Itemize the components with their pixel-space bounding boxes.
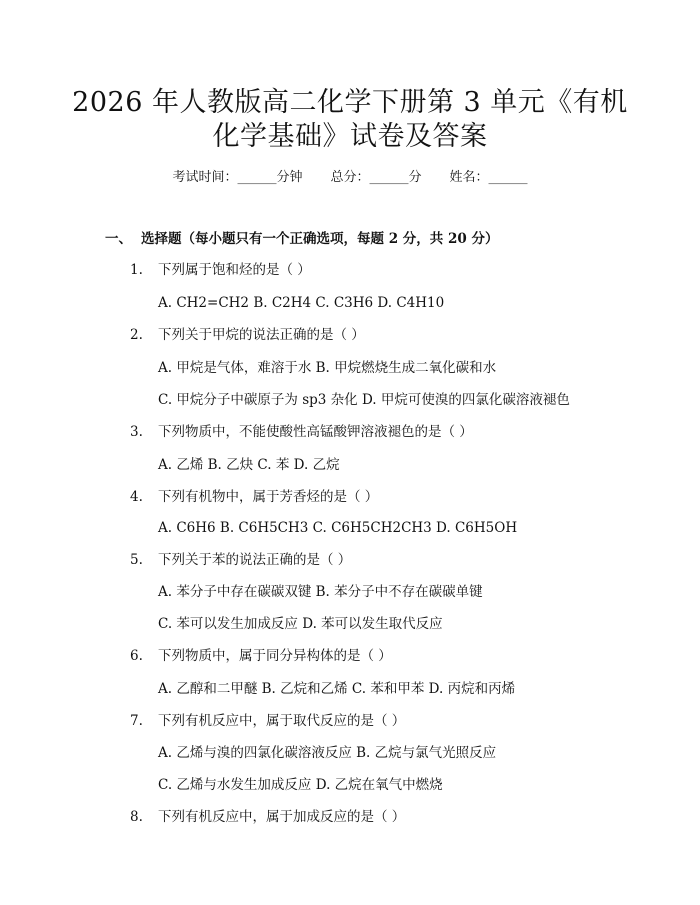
question-2-options-row-1: A. 甲烷是气体，难溶于水 B. 甲烷燃烧生成二氧化碳和水: [158, 360, 497, 376]
question-3-options: A. 乙烯 B. 乙炔 C. 苯 D. 乙烷: [158, 457, 340, 473]
student-name-field: 姓名：______: [449, 170, 528, 185]
question-6-options: A. 乙醇和二甲醚 B. 乙烷和乙烯 C. 苯和甲苯 D. 丙烷和丙烯: [158, 681, 516, 697]
question-number: 1.: [130, 262, 143, 278]
question-text: 下列关于苯的说法正确的是（ ）: [158, 552, 352, 568]
question-4-options: A. C6H6 B. C6H5CH3 C. C6H5CH2CH3 D. C6H5OH: [158, 520, 518, 536]
section-heading: [105, 230, 498, 248]
question-text: 下列物质中，不能使酸性高锰酸钾溶液褪色的是（ ）: [158, 424, 473, 440]
section-number: 一、: [105, 231, 132, 247]
question-text: 下列属于饱和烃的是（ ）: [158, 262, 311, 278]
question-5-options-row-1: A. 苯分子中存在碳碳双键 B. 苯分子中不存在碳碳单键: [158, 584, 483, 600]
question-5: [130, 551, 351, 569]
question-number: 3.: [130, 424, 143, 440]
total-score-field: 总分：______分: [330, 170, 422, 185]
section-title: 选择题（每小题只有一个正确选项，每题 2 分，共 20 分）: [141, 231, 499, 247]
question-text: 下列有机反应中，属于加成反应的是（ ）: [158, 809, 406, 825]
question-text: 下列关于甲烷的说法正确的是（ ）: [158, 327, 365, 343]
question-1-options: A. CH2=CH2 B. C2H4 C. C3H6 D. C4H10: [158, 295, 445, 311]
question-1: [130, 261, 311, 279]
question-text: 下列物质中，属于同分异构体的是（ ）: [158, 648, 392, 664]
exam-meta: [0, 169, 700, 187]
question-number: 7.: [130, 713, 143, 729]
question-number: 6.: [130, 648, 143, 664]
question-4: [130, 488, 378, 506]
question-number: 4.: [130, 489, 143, 505]
question-2: [130, 326, 365, 344]
question-text: 下列有机反应中，属于取代反应的是（ ）: [158, 713, 406, 729]
exam-title-line-1: 2026 年人教版高二化学下册第 3 单元《有机: [72, 87, 628, 118]
question-7-options-row-2: C. 乙烯与水发生加成反应 D. 乙烷在氧气中燃烧: [158, 777, 443, 793]
question-2-options-row-2: C. 甲烷分子中碳原子为 sp3 杂化 D. 甲烷可使溴的四氯化碳溶液褪色: [158, 392, 570, 408]
question-number: 8.: [130, 809, 143, 825]
question-5-options-row-2: C. 苯可以发生加成反应 D. 苯可以发生取代反应: [158, 616, 443, 632]
question-number: 5.: [130, 552, 143, 568]
question-8: [130, 808, 405, 826]
question-3: [130, 423, 473, 441]
question-6: [130, 647, 392, 665]
exam-title-line-2: 化学基础》试卷及答案: [212, 121, 488, 152]
exam-time-field: 考试时间：______分钟: [172, 170, 303, 185]
question-number: 2.: [130, 327, 143, 343]
question-text: 下列有机物中，属于芳香烃的是（ ）: [158, 489, 379, 505]
question-7: [130, 712, 405, 730]
question-7-options-row-1: A. 乙烯与溴的四氯化碳溶液反应 B. 乙烷与氯气光照反应: [158, 745, 497, 761]
